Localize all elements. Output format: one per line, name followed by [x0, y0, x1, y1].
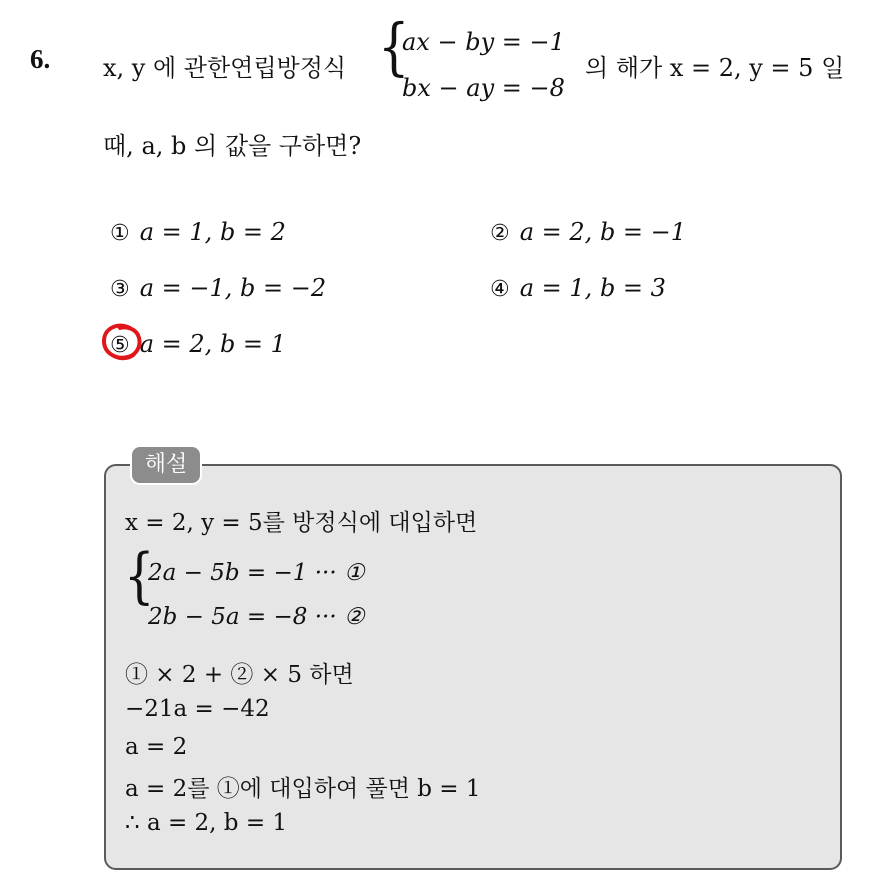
- choice-2-mark: ②: [490, 221, 510, 246]
- system-equation-2: bx − ay = −8: [402, 74, 565, 102]
- question-condition: 의 해가 x = 2, y = 5 일: [585, 54, 845, 82]
- choice-4-mark: ④: [490, 277, 510, 302]
- solution-equation-2: 2b − 5a = −8 ··· ②: [148, 604, 365, 630]
- solution-line-6: ∴ a = 2, b = 1: [125, 810, 288, 836]
- choice-1-text: a = 1, b = 2: [139, 218, 286, 246]
- question-number: 6.: [30, 44, 51, 74]
- solution-line-2: ① × 2 + ② × 5 하면: [125, 662, 354, 688]
- system-equation-1: ax − by = −1: [402, 28, 565, 56]
- solution-tag: 해설: [130, 445, 202, 485]
- solution-line-1: x = 2, y = 5를 방정식에 대입하면: [125, 510, 478, 536]
- question-line-2: 때, a, b 의 값을 구하면?: [103, 132, 362, 160]
- choice-1[interactable]: [110, 218, 286, 246]
- solution-brace: {: [124, 541, 155, 611]
- solution-line-5: a = 2를 ①에 대입하여 풀면 b = 1: [125, 776, 481, 802]
- answer-circle-mark: [100, 322, 144, 362]
- question-intro: x, y 에 관한연립방정식: [103, 54, 347, 82]
- choice-4-text: a = 1, b = 3: [519, 274, 666, 302]
- choice-1-mark: ①: [110, 221, 130, 246]
- solution-line-3: −21a = −42: [125, 696, 270, 722]
- system-brace: {: [378, 10, 410, 83]
- choice-5-text: a = 2, b = 1: [139, 330, 286, 358]
- choice-3-mark: ③: [110, 277, 130, 302]
- choice-4[interactable]: [490, 274, 666, 302]
- choice-2-text: a = 2, b = −1: [519, 218, 687, 246]
- choice-3[interactable]: [110, 274, 326, 302]
- choice-5-mark: ⑤: [110, 333, 130, 358]
- choice-2[interactable]: [490, 218, 686, 246]
- solution-equation-1: 2a − 5b = −1 ··· ①: [148, 560, 365, 586]
- choice-3-text: a = −1, b = −2: [139, 274, 327, 302]
- solution-line-4: a = 2: [125, 734, 188, 760]
